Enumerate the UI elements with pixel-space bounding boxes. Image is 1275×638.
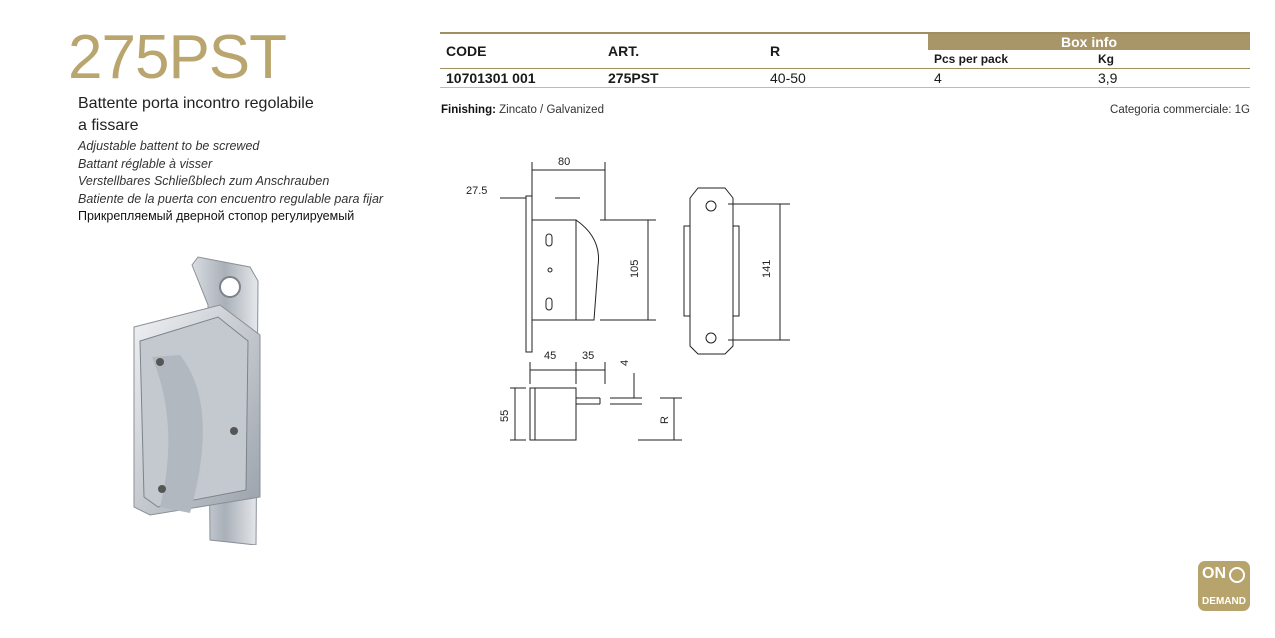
description-russian: Прикрепляемый дверной стопор регулируемый [78,209,355,223]
badge-demand-label: DEMAND [1202,596,1246,607]
product-spec-table [440,32,1250,88]
description-french: Battant réglable à visser [78,156,213,171]
cell-art: 275PST [602,69,764,88]
cell-pcs: 4 [928,69,1092,88]
badge-on-label: ON [1202,565,1226,582]
table-row [440,69,1250,88]
technical-drawing [460,148,820,453]
dim-35: 35 [582,350,595,362]
dim-r: R [659,416,671,424]
dim-80: 80 [558,156,571,168]
dim-27-5: 27.5 [466,185,488,197]
dim-55: 55 [499,409,511,422]
dim-105: 105 [629,259,641,278]
finishing-info [441,104,604,116]
description-german: Verstellbares Schließblech zum Anschrauben [78,174,330,188]
cell-kg: 3,9 [1092,69,1250,88]
commercial-category: Categoria commerciale: 1G [1110,104,1250,116]
header-kg: Kg [1092,50,1250,69]
strike-plate-photo-icon [120,245,280,545]
description-italian-line1: Battente porta incontro regolabile [78,95,314,112]
dim-45: 45 [544,350,557,362]
finishing-value: Zincato / Galvanized [499,104,604,116]
product-title: 275PST [68,23,287,92]
header-code: CODE [440,33,602,69]
description-translations [78,138,383,226]
description-italian [78,93,398,137]
dim-4: 4 [619,359,631,366]
header-box-info: Box info [928,33,1250,50]
cell-r: 40-50 [764,69,928,88]
header-art: ART. [602,33,764,69]
description-spanish: Batiente de la puerta con encuentro regulable para fijar [78,191,384,206]
finishing-label: Finishing: [441,104,496,116]
on-demand-badge-icon [1198,561,1250,611]
description-english: Adjustable battent to be screwed [78,139,260,153]
header-r: R [764,33,928,69]
description-italian-line2: a fissare [78,117,139,134]
dim-141: 141 [761,259,773,278]
hand-icon [1229,567,1245,583]
cell-code: 10701301 001 [440,69,602,88]
header-pcs-per-pack: Pcs per pack [928,50,1092,69]
